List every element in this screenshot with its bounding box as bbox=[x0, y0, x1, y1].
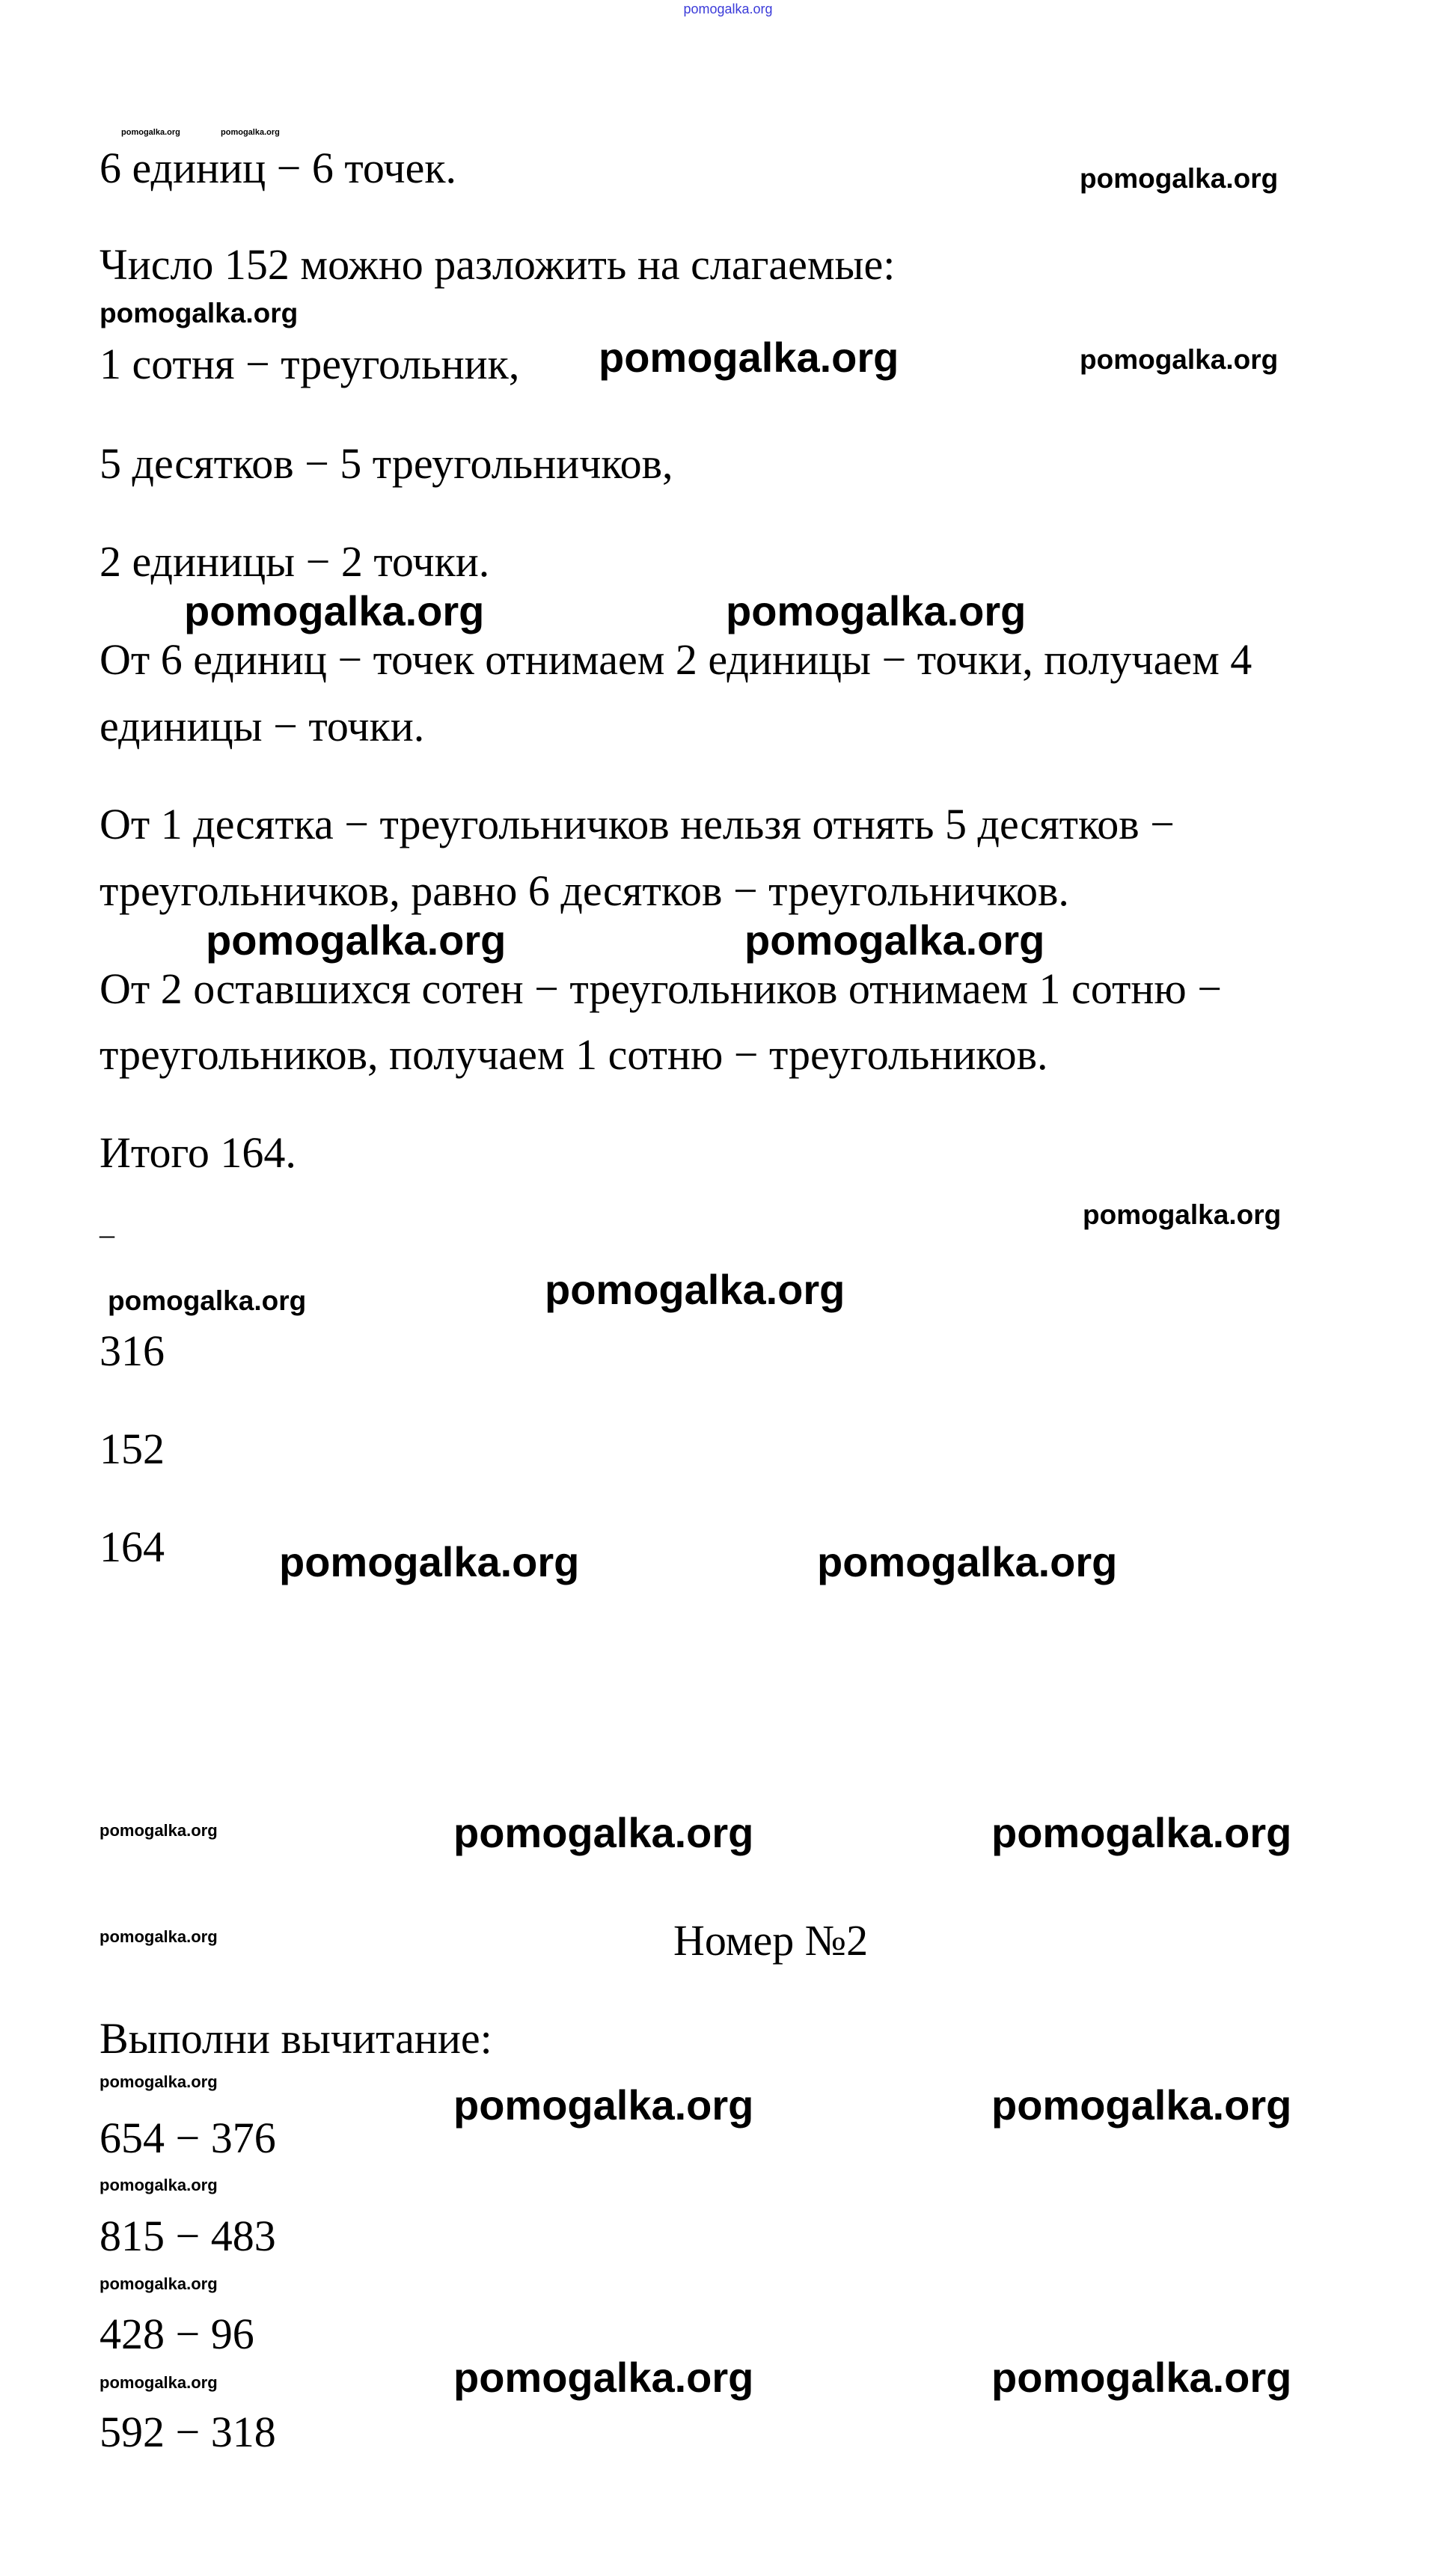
site-link[interactable]: pomogalka.org bbox=[683, 1, 773, 16]
watermark: pomogalka.org bbox=[991, 2081, 1292, 2129]
minus-sign: – bbox=[100, 1217, 114, 1251]
result: 164 bbox=[100, 1523, 165, 1571]
watermark: pomogalka.org bbox=[100, 2373, 218, 2392]
watermark: pomogalka.org bbox=[817, 1538, 1118, 1585]
watermark: pomogalka.org bbox=[100, 2072, 218, 2091]
watermark: pomogalka.org bbox=[453, 2354, 754, 2401]
total-line: Итого 164. bbox=[100, 1128, 296, 1177]
watermark: pomogalka.org bbox=[100, 298, 299, 328]
watermark: pomogalka.org bbox=[726, 587, 1027, 634]
text-line: 6 единиц − 6 точек. bbox=[100, 144, 457, 192]
text-line: От 2 оставшихся сотен − треугольников отнимаем 1 сотню − bbox=[100, 964, 1222, 1013]
text-line: единицы − точки. bbox=[100, 702, 425, 750]
watermark: pomogalka.org bbox=[100, 1927, 218, 1946]
text-line: 2 единицы − 2 точки. bbox=[100, 537, 490, 586]
text-line: Число 152 можно разложить на слагаемые: bbox=[100, 240, 896, 289]
watermark: pomogalka.org bbox=[1083, 1199, 1282, 1230]
text-line: От 1 десятка − треугольничков нельзя отнять 5 десятков − bbox=[100, 800, 1175, 848]
minuend: 316 bbox=[100, 1327, 165, 1375]
watermark: pomogalka.org bbox=[453, 2081, 754, 2129]
task-title: Номер №2 bbox=[673, 1916, 869, 1965]
watermark: pomogalka.org bbox=[206, 917, 507, 964]
example: 592 − 318 bbox=[100, 2408, 276, 2456]
watermark: pomogalka.org bbox=[453, 1809, 754, 1856]
watermark: pomogalka.org bbox=[991, 2354, 1292, 2401]
watermark: pomogalka.org bbox=[100, 1821, 218, 1840]
watermark: pomogalka.org bbox=[1080, 163, 1279, 194]
text-line: 5 десятков − 5 треугольничков, bbox=[100, 439, 673, 488]
text-line: От 6 единиц − точек отнимаем 2 единицы − точки, получаем 4 bbox=[100, 635, 1252, 684]
task-instruction: Выполни вычитание: bbox=[100, 2014, 492, 2063]
example: 815 − 483 bbox=[100, 2212, 276, 2260]
example: 428 − 96 bbox=[100, 2310, 254, 2358]
watermark: pomogalka.org bbox=[991, 1809, 1292, 1856]
watermark: pomogalka.org bbox=[279, 1538, 580, 1585]
watermark: pomogalka.org bbox=[599, 334, 899, 381]
watermark: pomogalka.org bbox=[545, 1266, 845, 1313]
watermark: pomogalka.org bbox=[184, 587, 485, 634]
watermark: pomogalka.org bbox=[1080, 344, 1279, 375]
watermark: pomogalka.org bbox=[121, 128, 180, 137]
watermark: pomogalka.org bbox=[100, 2274, 218, 2293]
text-line: треугольников, получаем 1 сотню − треугольников. bbox=[100, 1030, 1048, 1079]
example: 654 − 376 bbox=[100, 2114, 276, 2162]
watermark: pomogalka.org bbox=[744, 917, 1045, 964]
text-line: треугольничков, равно 6 десятков − треугольничков. bbox=[100, 866, 1069, 915]
subtrahend: 152 bbox=[100, 1425, 165, 1473]
watermark: pomogalka.org bbox=[100, 2176, 218, 2194]
text-line: 1 сотня − треугольник, bbox=[100, 340, 520, 388]
watermark: pomogalka.org bbox=[221, 128, 280, 137]
watermark: pomogalka.org bbox=[108, 1285, 307, 1316]
